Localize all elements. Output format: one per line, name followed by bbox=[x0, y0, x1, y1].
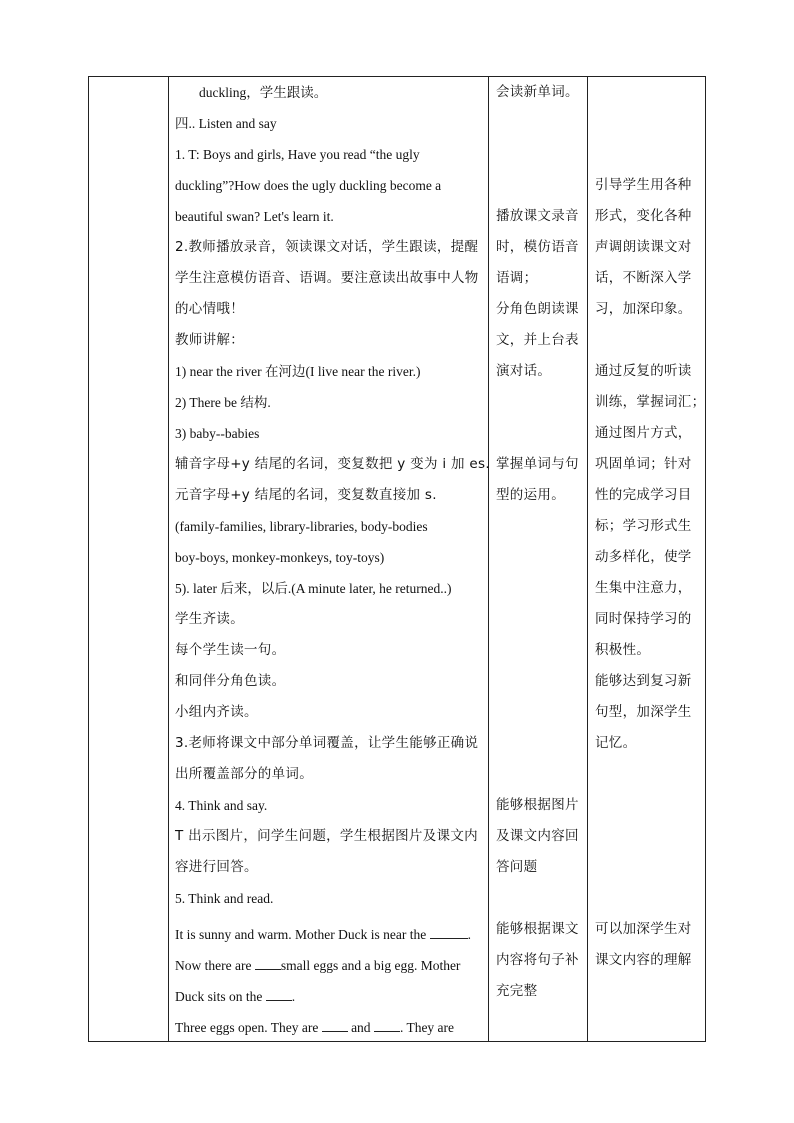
cloze-text: small eggs and a big egg. Mother bbox=[280, 958, 461, 973]
text-line: 文，并上台表 bbox=[496, 332, 579, 348]
text-line: 记忆。 bbox=[595, 735, 637, 751]
cloze-line bbox=[175, 1012, 487, 1043]
column-divider bbox=[168, 77, 169, 1041]
design-intent-column bbox=[595, 77, 705, 1041]
cloze-blank bbox=[266, 988, 292, 1001]
text-line: 及课文内容回 bbox=[496, 828, 579, 844]
text-line: 形式，变化各种 bbox=[595, 208, 692, 224]
text-line: 5). later 后来，以后.(A minute later, he returned..) bbox=[175, 581, 452, 596]
cloze-text: Three eggs open. They are bbox=[175, 1020, 322, 1035]
cloze-blank bbox=[255, 957, 281, 970]
cloze-text: Duck sits on the bbox=[175, 989, 266, 1004]
cloze-line bbox=[175, 919, 487, 950]
text-line: 能够根据课文 bbox=[496, 921, 579, 937]
text-line: 通过图片方式， bbox=[595, 425, 692, 441]
text-line: 标；学习形式生 bbox=[595, 518, 692, 534]
text-line: 小组内齐读。 bbox=[175, 704, 258, 720]
text-line: 可以加深学生对 bbox=[595, 921, 692, 937]
text-line: 1) near the river 在河边(I live near the river.) bbox=[175, 364, 421, 379]
text-line: 习，加深印象。 bbox=[595, 301, 692, 317]
text-line: 元音字母+y 结尾的名词，变复数直接加 s. bbox=[175, 487, 437, 503]
text-line: 每个学生读一句。 bbox=[175, 642, 286, 658]
student-activity-column bbox=[496, 77, 586, 1041]
cloze-text: It is sunny and warm. Mother Duck is near the bbox=[175, 927, 430, 942]
text-line: 句型，加深学生 bbox=[595, 704, 692, 720]
teaching-process-column bbox=[175, 77, 490, 1041]
text-line: 和同伴分角色读。 bbox=[175, 673, 286, 689]
cloze-text: . bbox=[467, 927, 471, 942]
text-line: 动多样化，使学 bbox=[595, 549, 692, 565]
text-line: 4. Think and say. bbox=[175, 798, 268, 813]
text-line: 引导学生用各种 bbox=[595, 177, 692, 193]
text-line: 掌握单词与句 bbox=[496, 456, 579, 472]
text-line: 积极性。 bbox=[595, 642, 651, 658]
cloze-text: . bbox=[291, 989, 296, 1004]
cloze-text: . They are bbox=[399, 1020, 455, 1035]
text-line: 3) baby--babies bbox=[175, 426, 260, 441]
text-line: 答问题 bbox=[496, 859, 538, 875]
text-line: 演对话。 bbox=[496, 363, 552, 379]
text-line: duckling，学生跟读。 bbox=[199, 85, 328, 100]
text-line: 性的完成学习目 bbox=[595, 487, 692, 503]
text-line: 型的运用。 bbox=[496, 487, 565, 503]
cloze-text: Now there are bbox=[175, 958, 255, 973]
text-line: 出所覆盖部分的单词。 bbox=[175, 766, 313, 782]
text-line: 教师讲解： bbox=[175, 332, 244, 348]
text-line: 时，模仿语音 bbox=[496, 239, 579, 255]
text-line: 同时保持学习的 bbox=[595, 611, 692, 627]
column-divider bbox=[488, 77, 489, 1041]
cloze-line bbox=[175, 981, 487, 1012]
text-line: 能够根据图片 bbox=[496, 797, 579, 813]
text-line: 能够达到复习新 bbox=[595, 673, 692, 689]
text-line: 的心情哦！ bbox=[175, 301, 244, 317]
text-line: beautiful swan? Let's learn it. bbox=[175, 209, 334, 224]
cloze-blank bbox=[322, 1019, 348, 1032]
text-line: 训练，掌握词汇； bbox=[595, 394, 706, 410]
text-line: 2.教师播放录音，领读课文对话，学生跟读，提醒 bbox=[175, 239, 479, 255]
cloze-blank bbox=[430, 926, 468, 939]
text-line: 3.老师将课文中部分单词覆盖，让学生能够正确说 bbox=[175, 735, 479, 751]
text-line: 2) There be 结构. bbox=[175, 395, 271, 410]
cloze-line bbox=[175, 950, 487, 981]
text-line: duckling”?How does the ugly duckling become a bbox=[175, 178, 442, 193]
text-line: boy-boys, monkey-monkeys, toy-toys) bbox=[175, 550, 385, 565]
column-divider bbox=[587, 77, 588, 1041]
text-line: 巩固单词；针对 bbox=[595, 456, 692, 472]
text-line: (family-families, library-libraries, body-bodies bbox=[175, 519, 428, 534]
text-line: 四.. Listen and say bbox=[175, 116, 277, 131]
cloze-text: and bbox=[347, 1020, 374, 1035]
text-line: 通过反复的听读 bbox=[595, 363, 692, 379]
text-line: 生集中注意力， bbox=[595, 580, 692, 596]
text-line: 分角色朗读课 bbox=[496, 301, 579, 317]
text-line: 声调朗读课文对 bbox=[595, 239, 692, 255]
text-line: 内容将句子补 bbox=[496, 952, 579, 968]
text-line: 会读新单词。 bbox=[496, 84, 579, 100]
text-line: 学生齐读。 bbox=[175, 611, 244, 627]
cloze-blank bbox=[374, 1019, 400, 1032]
text-line: 学生注意模仿语音、语调。要注意读出故事中人物 bbox=[175, 270, 479, 286]
text-line: 课文内容的理解 bbox=[595, 952, 692, 968]
text-line: T 出示图片，问学生问题，学生根据图片及课文内 bbox=[175, 828, 478, 844]
text-line: 辅音字母+y 结尾的名词，变复数把 y 变为 i 加 es. bbox=[175, 456, 490, 472]
text-line: 语调； bbox=[496, 270, 538, 286]
text-line: 充完整 bbox=[496, 983, 538, 999]
text-line: 容进行回答。 bbox=[175, 859, 258, 875]
stage-column bbox=[89, 77, 168, 1041]
text-line: 话，不断深入学 bbox=[595, 270, 692, 286]
text-line: 1. T: Boys and girls, Have you read “the ugly bbox=[175, 147, 420, 162]
lesson-plan-table bbox=[88, 76, 706, 1042]
text-line: 5. Think and read. bbox=[175, 891, 274, 906]
text-line: 播放课文录音 bbox=[496, 208, 579, 224]
